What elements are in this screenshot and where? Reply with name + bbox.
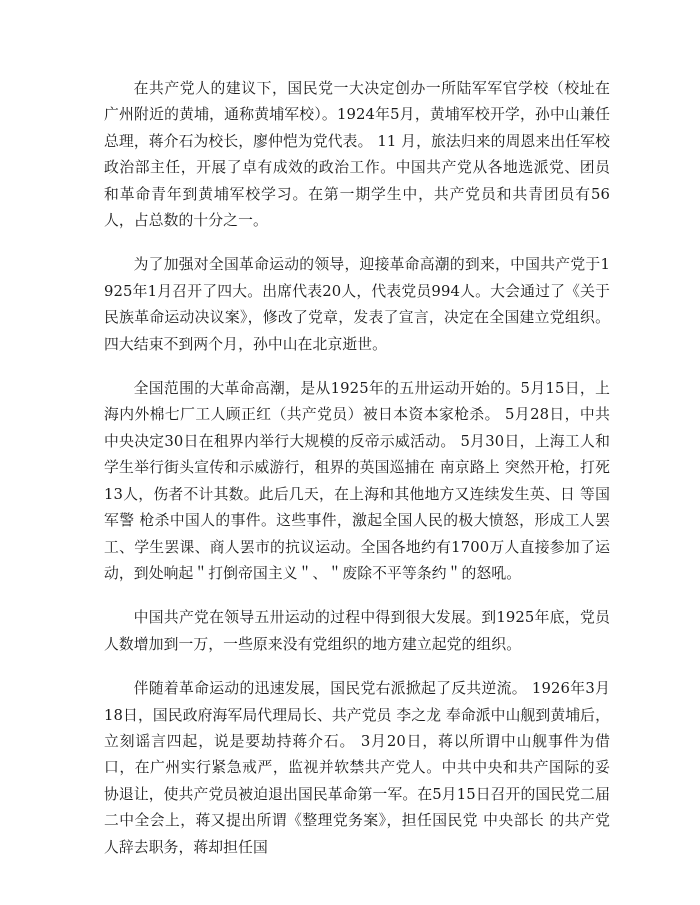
paragraph-may-thirtieth-movement: 全国范围的大革命高潮，是从1925年的五卅运动开始的。5月15日，上海内外棉七厂工人顾正红（共产党员）被日本资本家枪杀。 5月28日，中共中央决定30日在租界内举行大规模的反帝示威活动。 5月30日，上海工人和学生举行街头宣传和示威游行，租界的英国巡捕在 南京路上 突然开枪，打死13人，伤者不计其数。此后几天，在上海和其他地方又连续发生英、日 等国军警 枪杀中国人的事件。这些事件，激起全国人民的极大愤怒，形成工人罢工、学生罢课、商人罢市的抗议运动。全国各地约有1700万人直接参加了运动，到处响起＂打倒帝国主义＂、＂废除不平等条约＂的怒吼。 [104,380,610,582]
paragraph-fourth-congress: 为了加强对全国革命运动的领导，迎接革命高潮的到来，中国共产党于1925年1月召开了四大。出席代表20人，代表党员994人。大会通过了《关于民族革命运动决议案》，修改了党章，发表了宣言，决定在全国建立党组织。四大结束不到两个月，孙中山在北京逝世。 [104,256,610,353]
paragraph-party-growth: 中国共产党在领导五卅运动的过程中得到很大发展。到1925年底，党员人数增加到一万，一些原来没有党组织的地方建立起党的组织。 [104,609,610,653]
paragraph-zhongshan-incident: 伴随着革命运动的迅速发展，国民党右派掀起了反共逆流。 1926年3月18日，国民政府海军局代理局长、共产党员 李之龙 奉命派中山舰到黄埔后，立刻谣言四起，说是要劫持蒋介石。 3月20日，蒋以所谓中山舰事件为借口，在广州实行紧急戒严，监视并软禁共产党人。中共中央和共产国际的妥协退让，使共产党员被迫退出国民革命第一军。在5月15日召开的国民党二届二中全会上，蒋又提出所谓《整理党务案》，担任国民党 中央部长 的共产党人辞去职务，蒋却担任国 [104,680,610,856]
paragraph-whampoa-academy: 在共产党人的建议下，国民党一大决定创办一所陆军军官学校（校址在广州附近的黄埔，通称黄埔军校）。1924年5月，黄埔军校开学，孙中山兼任总理，蒋介石为校长，廖仲恺为党代表。 11 月，旅法归来的周恩来出任军校政治部主任，开展了卓有成效的政治工作。中国共产党从各地选派党、团员和革命青年到黄埔军校学习。在第一期学生中，共产党员和共青团员有56人，占总数的十分之一。 [104,80,610,230]
